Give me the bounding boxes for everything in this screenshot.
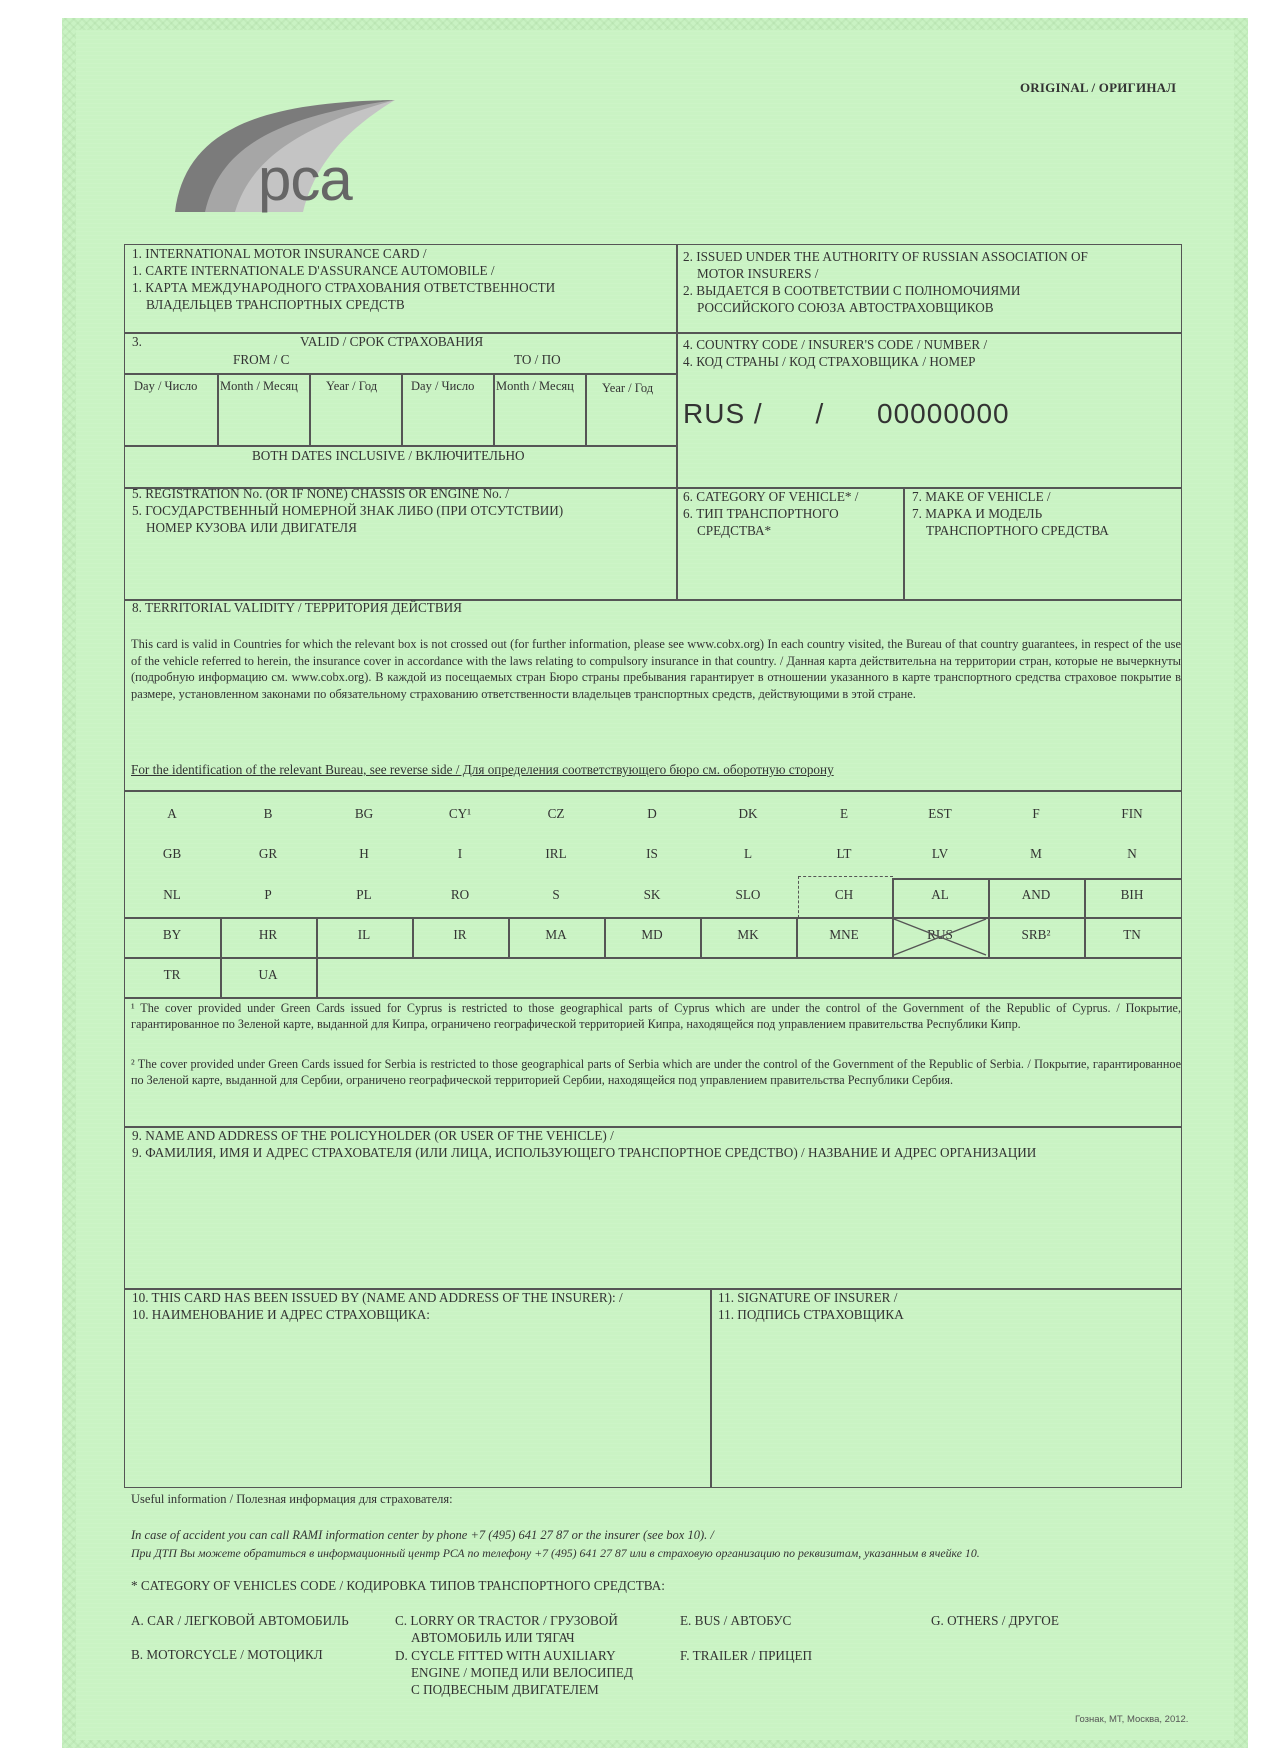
category-b: B. MOTORCYCLE / МОТОЦИКЛ xyxy=(131,1647,323,1662)
box2-line2: MOTOR INSURERS / xyxy=(697,266,819,281)
box3-col-div-1 xyxy=(217,373,219,445)
box3-col-month-to: Month / Месяц xyxy=(496,379,574,393)
country-code-cell: GB xyxy=(162,846,182,861)
country-code-cell: CZ xyxy=(547,806,565,821)
country-code-cell: L xyxy=(743,846,753,861)
divider-v-10-11 xyxy=(710,1288,712,1488)
box10-line1: 10. THIS CARD HAS BEEN ISSUED BY (NAME AND ADDRESS OF THE INSURER): / xyxy=(132,1290,623,1305)
divider-v-5-6 xyxy=(676,487,678,599)
row4-top xyxy=(124,917,1182,919)
country-code-cell: SRB² xyxy=(1021,927,1051,942)
divider-v-1-2 xyxy=(676,244,678,488)
country-code-cell: CH xyxy=(834,887,854,902)
country-code-cell: BY xyxy=(162,927,182,942)
box1-line4: ВЛАДЕЛЬЦЕВ ТРАНСПОРТНЫХ СРЕДСТВ xyxy=(146,297,405,312)
row4-div-9 xyxy=(988,878,990,957)
country-code-cell: LV xyxy=(931,846,949,861)
row4-div-1 xyxy=(220,917,222,997)
row4-div-2 xyxy=(316,917,318,997)
box5-line2: 5. ГОСУДАРСТВЕННЫЙ НОМЕРНОЙ ЗНАК ЛИБО (ПРИ ОТСУТСТВИИ) xyxy=(132,503,564,518)
box2-line3: 2. ВЫДАЕТСЯ В СООТВЕТСТВИИ С ПОЛНОМОЧИЯМИ xyxy=(683,283,1021,298)
country-code-cell: MD xyxy=(641,927,663,942)
green-card-number xyxy=(683,398,1010,430)
box3-col-day-from: Day / Число xyxy=(134,379,198,393)
country-code-cell: I xyxy=(457,846,463,861)
country-code-cell: DK xyxy=(738,806,758,821)
box3-col-div-4 xyxy=(493,373,495,445)
country-code-cell: CY¹ xyxy=(448,806,472,821)
box3-valid-label: VALID / СРОК СТРАХОВАНИЯ xyxy=(300,334,484,349)
ch-dashed-box xyxy=(798,876,893,918)
box7-line1: 7. MAKE OF VEHICLE / xyxy=(912,489,1051,504)
category-title: * CATEGORY OF VEHICLES CODE / КОДИРОВКА ТИПОВ ТРАНСПОРТНОГО СРЕДСТВА: xyxy=(131,1578,665,1593)
box6-line1: 6. CATEGORY OF VEHICLE* / xyxy=(683,489,859,504)
accident-info-ru: При ДТП Вы можете обратиться в информационный центр РСА по телефону +7 (495) 641 27 87 или в страховую организацию по реквизитам, указанным в ячейке 10. xyxy=(131,1546,980,1560)
country-code-cell: S xyxy=(552,887,560,902)
box1-line2: 1. CARTE INTERNATIONALE D'ASSURANCE AUTOMOBILE / xyxy=(132,263,495,278)
card-number: 00000000 xyxy=(877,398,1010,429)
country-code-cell: EST xyxy=(928,806,952,821)
box3-col-month-from: Month / Месяц xyxy=(220,379,298,393)
country-code-cell: P xyxy=(264,887,272,902)
box3-cols-top xyxy=(124,373,676,375)
country-code-cell: IL xyxy=(357,927,371,942)
country-code-cell: F xyxy=(1032,806,1040,821)
row4-div-7 xyxy=(796,917,798,957)
country-code-cell: TN xyxy=(1123,927,1141,942)
box3-inclusive: BOTH DATES INCLUSIVE / ВКЛЮЧИТЕЛЬНО xyxy=(252,448,525,463)
country-code-cell: H xyxy=(359,846,369,861)
footnote-serbia: ² The cover provided under Green Cards issued for Serbia is restricted to those geographical parts of Serbia which are under the control of the Government of the Republic of Serbia. / Покрытие, гарантированное по Зеленой карте, выданной для Сербии, ограничено географической территорией Сербии, находящейся под управлением правительства Республики Сербия. xyxy=(131,1057,1181,1087)
accident-info-en: In case of accident you can call RAMI information center by phone +7 (495) 641 27 87 or the insurer (see box 10). / xyxy=(131,1528,714,1542)
box3-cols-bottom xyxy=(124,445,676,447)
box1-line3: 1. КАРТА МЕЖДУНАРОДНОГО СТРАХОВАНИЯ ОТВЕТСТВЕННОСТИ xyxy=(132,280,556,295)
country-code-cell: NL xyxy=(163,887,181,902)
divider-h-row1 xyxy=(124,332,1182,334)
divider-v-6-7 xyxy=(903,487,905,599)
box3-col-year-to: Year / Год xyxy=(602,381,654,395)
footnote-cyprus: ¹ The cover provided under Green Cards issued for Cyprus is restricted to those geographical parts of Cyprus which are under the control of the Government of the Republic of Cyprus. / Покрытие, гарантированное по Зеленой карте, выданной для Кипра, ограничено географической территорией Кипра, находящейся под управлением правительства Республики Кипр. xyxy=(131,1001,1181,1031)
box3-from-label: FROM / С xyxy=(233,352,290,367)
row4-div-10 xyxy=(1084,878,1086,957)
row3-right-top xyxy=(892,878,1182,880)
insurer-code-separator: / xyxy=(815,398,825,429)
country-code-cell: MK xyxy=(737,927,759,942)
country-code-cell: HR xyxy=(258,927,278,942)
country-grid-top xyxy=(124,790,1182,792)
row4-div-3 xyxy=(412,917,414,957)
category-d-line1: D. CYCLE FITTED WITH AUXILIARY xyxy=(395,1648,616,1663)
category-a: A. CAR / ЛЕГКОВОЙ АВТОМОБИЛЬ xyxy=(131,1613,349,1628)
row5-bottom xyxy=(124,997,1182,999)
box3-col-year-from: Year / Год xyxy=(326,379,378,393)
country-code-cell: AL xyxy=(931,887,949,902)
country-code-cell: IS xyxy=(646,846,658,861)
row4-div-6 xyxy=(700,917,702,957)
country-code-cell: MNE xyxy=(829,927,859,942)
category-e: E. BUS / АВТОБУС xyxy=(680,1613,792,1628)
box5-line3: НОМЕР КУЗОВА ИЛИ ДВИГАТЕЛЯ xyxy=(146,520,357,535)
box7-line3: ТРАНСПОРТНОГО СРЕДСТВА xyxy=(926,523,1109,538)
box10-line2: 10. НАИМЕНОВАНИЕ И АДРЕС СТРАХОВЩИКА: xyxy=(132,1307,430,1322)
useful-info: Useful information / Полезная информация для страхователя: xyxy=(131,1492,453,1506)
country-code-cell: BIH xyxy=(1120,887,1144,902)
country-code: RUS / xyxy=(683,398,763,429)
box4-line2: 4. КОД СТРАНЫ / КОД СТРАХОВЩИКА / НОМЕР xyxy=(683,354,976,369)
box8-title: 8. TERRITORIAL VALIDITY / ТЕРРИТОРИЯ ДЕЙСТВИЯ xyxy=(132,600,462,615)
box6-line3: СРЕДСТВА* xyxy=(697,523,772,538)
box5-line1: 5. REGISTRATION No. (OR IF NONE) CHASSIS OR ENGINE No. / xyxy=(132,486,509,501)
box7-line2: 7. МАРКА И МОДЕЛЬ xyxy=(912,506,1043,521)
box3-col-div-3 xyxy=(401,373,403,445)
box9-line2: 9. ФАМИЛИЯ, ИМЯ И АДРЕС СТРАХОВАТЕЛЯ (ИЛИ ЛИЦА, ИСПОЛЬЗУЮЩЕГО ТРАНСПОРТНОЕ СРЕДСТВО) / НАЗВАНИЕ И АДРЕС ОРГАНИЗАЦИИ xyxy=(132,1145,1037,1160)
country-code-cell: IRL xyxy=(545,846,567,861)
country-code-cell: A xyxy=(167,806,177,821)
category-c-line2: АВТОМОБИЛЬ ИЛИ ТЯГАЧ xyxy=(411,1630,575,1645)
country-code-cell: SLO xyxy=(735,887,761,902)
box3-col-day-to: Day / Число xyxy=(411,379,475,393)
country-code-cell: UA xyxy=(258,967,278,982)
country-code-cell: N xyxy=(1127,846,1137,861)
country-code-cell: FIN xyxy=(1121,806,1143,821)
box8-bureau-note: For the identification of the relevant Bureau, see reverse side / Для определения соответствующего бюро см. оборотную сторону xyxy=(131,762,834,777)
box4-line1: 4. COUNTRY CODE / INSURER'S CODE / NUMBER / xyxy=(683,337,988,352)
row4-div-5 xyxy=(604,917,606,957)
box3-number: 3. xyxy=(132,334,142,349)
country-code-cell: M xyxy=(1030,846,1042,861)
category-g: G. OTHERS / ДРУГОЕ xyxy=(931,1613,1059,1628)
box8-paragraph: This card is valid in Countries for which the relevant box is not crossed out (for further information, please see www.cobx.org) In each country visited, the Bureau of that country guarantees, in respect of the use of the vehicle referred to herein, the insurance cover in accordance with the laws relating to compulsory insurance in that country. / Данная карта действительна на территории стран, которые не вычеркнуты (подробную информацию см. www.cobx.org). В каждой из посещаемых стран Бюро страны пребывания гарантирует в отношении указанного в карте транспортного средства страховое покрытие в размере, установленном законами по обязательному страхованию ответственности владельцев транспортных средств, действующими в этой стране. xyxy=(131,637,1181,701)
box2-line1: 2. ISSUED UNDER THE AUTHORITY OF RUSSIAN ASSOCIATION OF xyxy=(683,249,1088,264)
box2-line4: РОССИЙСКОГО СОЮЗА АВТОСТРАХОВЩИКОВ xyxy=(697,300,994,315)
country-code-cell: MA xyxy=(545,927,567,942)
row4-bottom xyxy=(124,957,1182,959)
box1-line1: 1. INTERNATIONAL MOTOR INSURANCE CARD / xyxy=(132,246,427,261)
country-code-cell: RUS xyxy=(927,927,953,942)
category-d-line2: ENGINE / МОПЕД ИЛИ ВЕЛОСИПЕД xyxy=(411,1665,633,1680)
box6-line2: 6. ТИП ТРАНСПОРТНОГО xyxy=(683,506,839,521)
country-code-cell: RO xyxy=(450,887,470,902)
country-code-cell: BG xyxy=(354,806,374,821)
box3-col-div-5 xyxy=(585,373,587,445)
rus-cross-out xyxy=(892,917,988,957)
country-code-cell: TR xyxy=(163,967,181,982)
pca-logo-text: pca xyxy=(258,146,352,213)
country-code-cell: SK xyxy=(643,887,661,902)
country-code-cell: D xyxy=(647,806,657,821)
country-code-cell: E xyxy=(839,806,849,821)
box11-line1: 11. SIGNATURE OF INSURER / xyxy=(718,1290,898,1305)
box3-to-label: TO / ПО xyxy=(514,352,561,367)
country-code-cell: B xyxy=(263,806,273,821)
box9-line1: 9. NAME AND ADDRESS OF THE POLICYHOLDER (OR USER OF THE VEHICLE) / xyxy=(132,1128,614,1143)
country-code-cell: AND xyxy=(1021,887,1051,902)
category-d-line3: С ПОДВЕСНЫМ ДВИГАТЕЛЕМ xyxy=(411,1682,599,1697)
category-c-line1: C. LORRY OR TRACTOR / ГРУЗОВОЙ xyxy=(395,1613,618,1628)
original-label: ORIGINAL / ОРИГИНАЛ xyxy=(1020,80,1177,95)
box11-line2: 11. ПОДПИСЬ СТРАХОВЩИКА xyxy=(718,1307,904,1322)
printer-imprint: Гознак, МТ, Москва, 2012. xyxy=(1075,1714,1189,1725)
row4-div-4 xyxy=(508,917,510,957)
category-f: F. TRAILER / ПРИЦЕП xyxy=(680,1648,813,1663)
country-code-cell: GR xyxy=(258,846,278,861)
country-code-cell: PL xyxy=(356,887,372,902)
country-code-cell: IR xyxy=(453,927,467,942)
country-code-cell: LT xyxy=(836,846,852,861)
box3-col-div-2 xyxy=(309,373,311,445)
